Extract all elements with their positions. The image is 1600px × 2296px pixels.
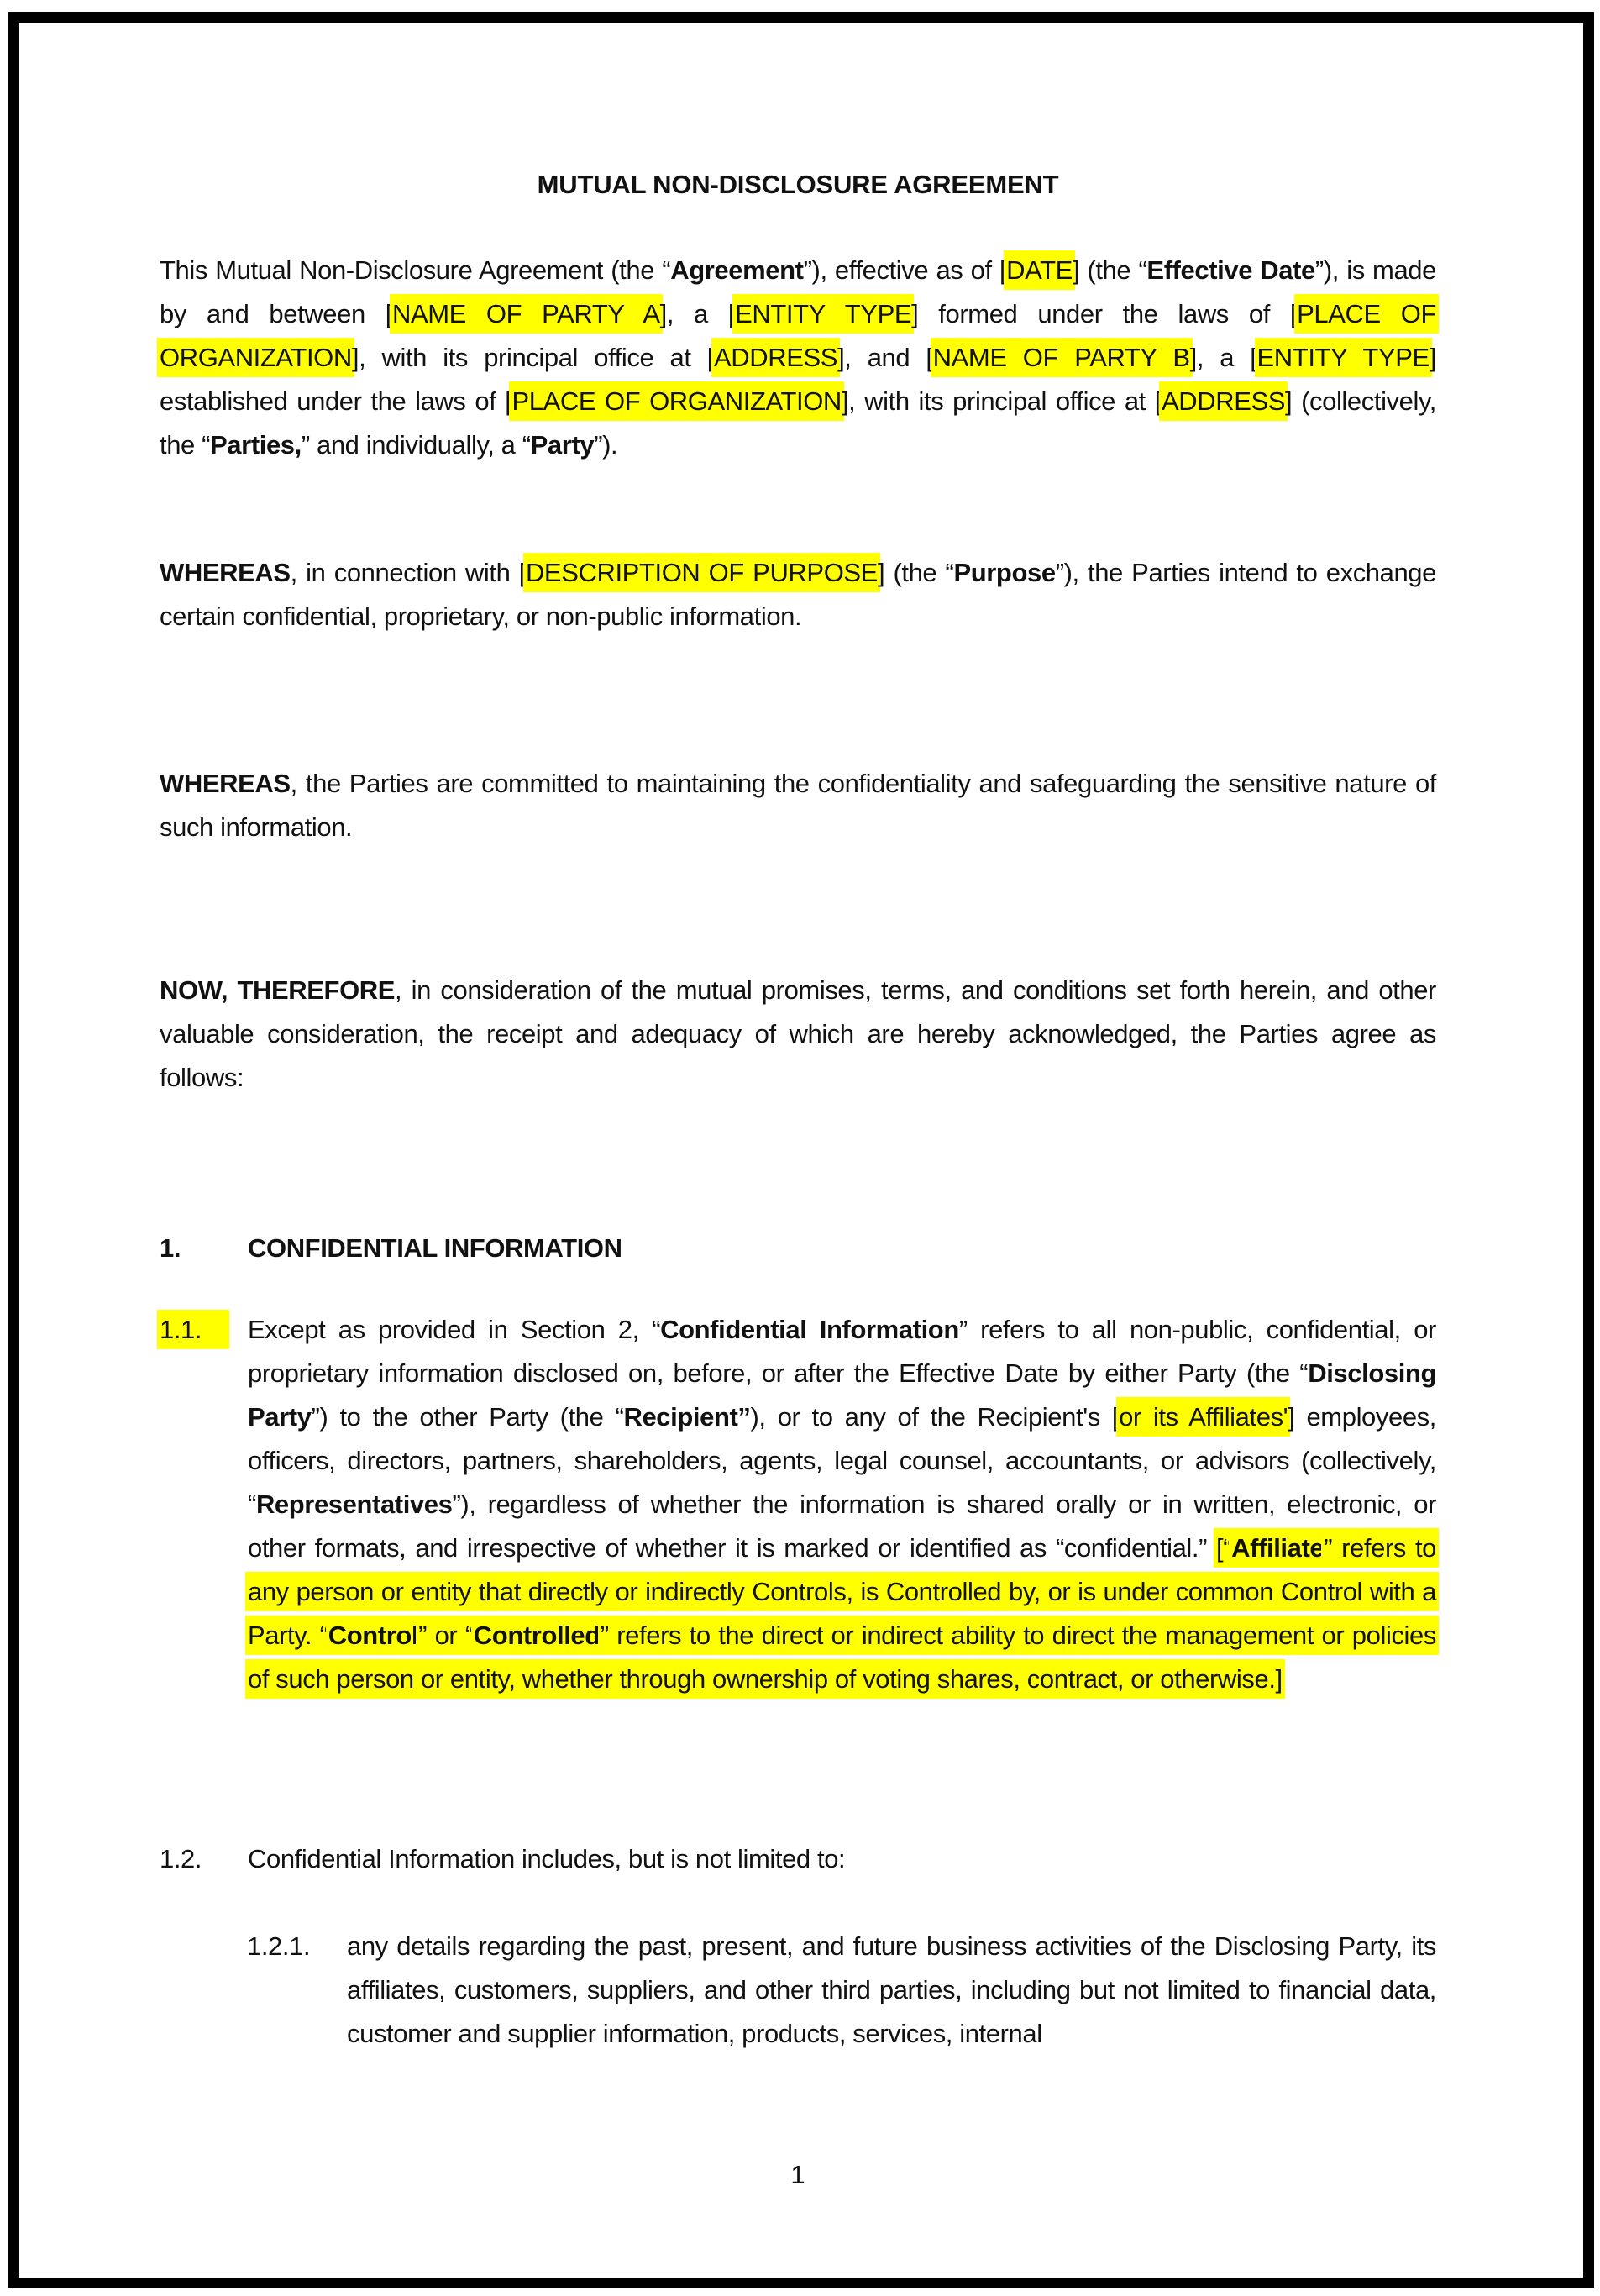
section-1-number: 1.	[160, 1233, 181, 1263]
paragraph-whereas-commitment: WHEREAS, the Parties are committed to maintaining the confidentiality and safeguarding the sensitive nature of such information.	[160, 769, 1436, 842]
page-number: 1	[790, 2160, 805, 2189]
clause-1-2-text: Confidential Information includes, but is not limited to:	[248, 1844, 846, 1873]
clause-1-1-number: 1.1.	[160, 1310, 227, 1349]
clause-1-2-1	[160, 1925, 1436, 2056]
document-title: MUTUAL NON-DISCLOSURE AGREEMENT	[537, 170, 1059, 199]
section-1-heading	[160, 1227, 1436, 1270]
paragraph-now-therefore: NOW, THEREFORE, in consideration of the mutual promises, terms, and conditions set forth herein, and other valuable consideration, the receipt and adequacy of which are hereby acknowledged, the Parties agree as follows:	[160, 975, 1436, 1092]
clause-1-1-text: Except as provided in Section 2, “Confidential Information” refers to all non-public, confidential, or proprietary information disclosed on, before, or after the Effective Date by either Party (the “Disclosing Party”) to the other Party (the “Recipient”), or to any of the Recipient's [or its Affiliates'] employees, officers, directors, partners, shareholders, agents, legal counsel, accountants, or advisors (collectively, “Representatives”), regardless of whether the information is shared orally or in written, electronic, or other formats, and irrespective of whether it is marked or identified as “confidential.” [“Affiliate” refers to any person or entity that directly or indirectly Controls, is Controlled by, or is under common Control with a Party. “Control” or “Controlled” refers to the direct or indirect ability to direct the management or policies of such person or entity, whether through ownership of voting shares, contract, or otherwise.]	[248, 1308, 1436, 1701]
paragraph-whereas-purpose: WHEREAS, in connection with [DESCRIPTION OF PURPOSE] (the “Purpose”), the Parties intend to exchange certain confidential, proprietary, or non-public information.	[160, 551, 1436, 638]
clause-1-2-1-text: any details regarding the past, present, and future business activities of the Disclosing Party, its affiliates, customers, suppliers, and other third parties, including but not limited to financial data, customer and supplier information, products, services, internal	[347, 1931, 1436, 2048]
paragraph-intro: This Mutual Non-Disclosure Agreement (the “Agreement”), effective as of [DATE] (the “Effective Date”), is made by and between [NAME OF PARTY A], a [ENTITY TYPE] formed under the laws of [PLACE OF ORGANIZATION], with its principal office at [ADDRESS], and [NAME OF PARTY B], a [ENTITY TYPE] established under the laws of [PLACE OF ORGANIZATION], with its principal office at [ADDRESS] (collectively, the “Parties,” and individually, a “Party”).	[160, 249, 1436, 467]
clause-1-2	[160, 1837, 1436, 1881]
clause-1-2-1-number: 1.2.1.	[247, 1931, 311, 1961]
clause-1-1	[160, 1308, 1436, 1701]
clause-1-2-number: 1.2.	[160, 1844, 202, 1873]
section-1-title: CONFIDENTIAL INFORMATION	[248, 1233, 622, 1263]
